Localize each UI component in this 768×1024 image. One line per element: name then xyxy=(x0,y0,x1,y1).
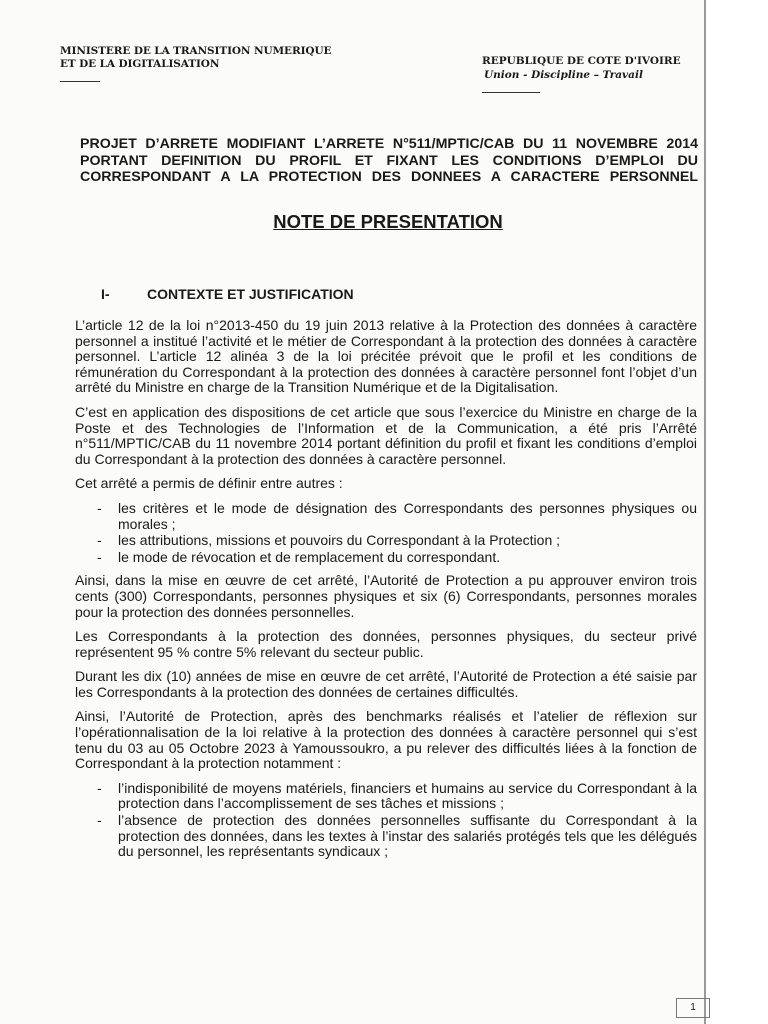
section-heading xyxy=(101,286,354,302)
note-title: NOTE DE PRESENTATION xyxy=(273,211,503,232)
list-item-text: les attributions, missions et pouvoirs du Correspondant à la Protection ; xyxy=(118,532,561,549)
list-item-text: l’absence de protection des données personnelles suffisante du Correspondant à la protection des données, dans les textes à l’instar des salariés protégés tels que les délégués du personnel, les représentants syndicaux ; xyxy=(118,812,697,860)
scan-margin xyxy=(706,0,768,1024)
ministry-line-2: ET DE LA DIGITALISATION xyxy=(60,58,220,70)
ministry-header xyxy=(60,45,331,82)
paragraph: Durant les dix (10) années de mise en œuvre de cet arrêté, l’Autorité de Protection a été saisie par les Correspondants à la protection des données de certaines difficultés. xyxy=(75,668,697,700)
list-item xyxy=(75,501,697,532)
ministry-line-1: MINISTERE DE LA TRANSITION NUMERIQUE xyxy=(60,45,332,57)
list-item-text: les critères et le mode de désignation des Correspondants des personnes physiques ou morales ; xyxy=(118,499,697,532)
paragraph: Cet arrêté a permis de définir entre autres : xyxy=(75,475,343,492)
section-title: CONTEXTE ET JUSTIFICATION xyxy=(147,286,354,302)
bullet-dash: - xyxy=(97,779,102,796)
bullet-dash: - xyxy=(97,812,102,829)
bullet-dash: - xyxy=(97,532,102,549)
paragraph: Ainsi, l’Autorité de Protection, après des benchmarks réalisés et l’atelier de réflexion sur l’opérationnalisation de la loi relative à la protection des données à caractère personnel qui s’est tenu du 03 au 05 Octobre 2023 à Yamoussoukro, a pu relever des difficultés liées à la fonction de Correspondant à la protection notamment : xyxy=(75,708,697,772)
country-name: REPUBLIQUE DE COTE D'IVOIRE xyxy=(482,55,681,67)
page-number: 1 xyxy=(676,998,710,1018)
list-item-text: l’indisponibilité de moyens matériels, financiers et humains au service du Correspondant à la protection dans l’accomplissement de ses tâches et missions ; xyxy=(118,779,697,812)
header-rule-right xyxy=(482,92,540,93)
list-item xyxy=(75,533,697,549)
header-rule-left xyxy=(60,81,100,82)
paragraph: C’est en application des dispositions de cet article que sous l’exercice du Ministre en charge de la Poste et des Technologies de l’Information et de la Communication, a été pris l’Arrêté n°511/MPTIC/CAB du 11 novembre 2014 portant définition du profil et fixant les conditions d’emploi du Correspondant à la protection des données à caractère personnel. xyxy=(75,403,697,467)
paragraph: Les Correspondants à la protection des données, personnes physiques, du secteur privé représentent 95 % contre 5% relevant du secteur public. xyxy=(75,628,697,660)
bullet-dash: - xyxy=(97,499,102,516)
bullet-dash: - xyxy=(97,548,102,565)
paragraph: L’article 12 de la loi n°2013-450 du 19 juin 2013 relative à la Protection des données à caractère personnel a institué l’activité et le métier de Correspondant à la protection des données à caractère personnel. L’article 12 alinéa 3 de la loi précitée prévoit que le profil et les conditions de rémunération du Correspondant à la protection des données à caractère personnel font l’objet d’un arrêté du Ministre en charge de la Transition Numérique et de la Digitalisation. xyxy=(75,317,697,396)
list-item xyxy=(75,550,697,566)
paragraph: Ainsi, dans la mise en œuvre de cet arrêté, l’Autorité de Protection a pu approuver environ trois cents (300) Correspondants, personnes physiques et six (6) Correspondants, personnes morales pour la protection des données personnelles. xyxy=(75,572,697,620)
list-item xyxy=(75,813,697,860)
list-item xyxy=(75,781,697,812)
document-title: PROJET D’ARRETE MODIFIANT L’ARRETE N°511/MPTIC/CAB DU 11 NOVEMBRE 2014 PORTANT DEFINITION DU PROFIL ET FIXANT LES CONDITIONS D’EMPLOI DU CORRESPONDANT A LA PROTECTION DES DONNEES A CARACTERE PERSONNEL xyxy=(80,136,698,185)
document-body xyxy=(75,318,697,868)
section-number: I- xyxy=(101,286,110,302)
list-item-text: le mode de révocation et de remplacement du correspondant. xyxy=(118,548,501,565)
difficulties-list xyxy=(75,781,697,860)
country-header xyxy=(482,54,681,93)
country-motto: Union - Discipline – Travail xyxy=(484,69,643,81)
criteria-list xyxy=(75,501,697,565)
